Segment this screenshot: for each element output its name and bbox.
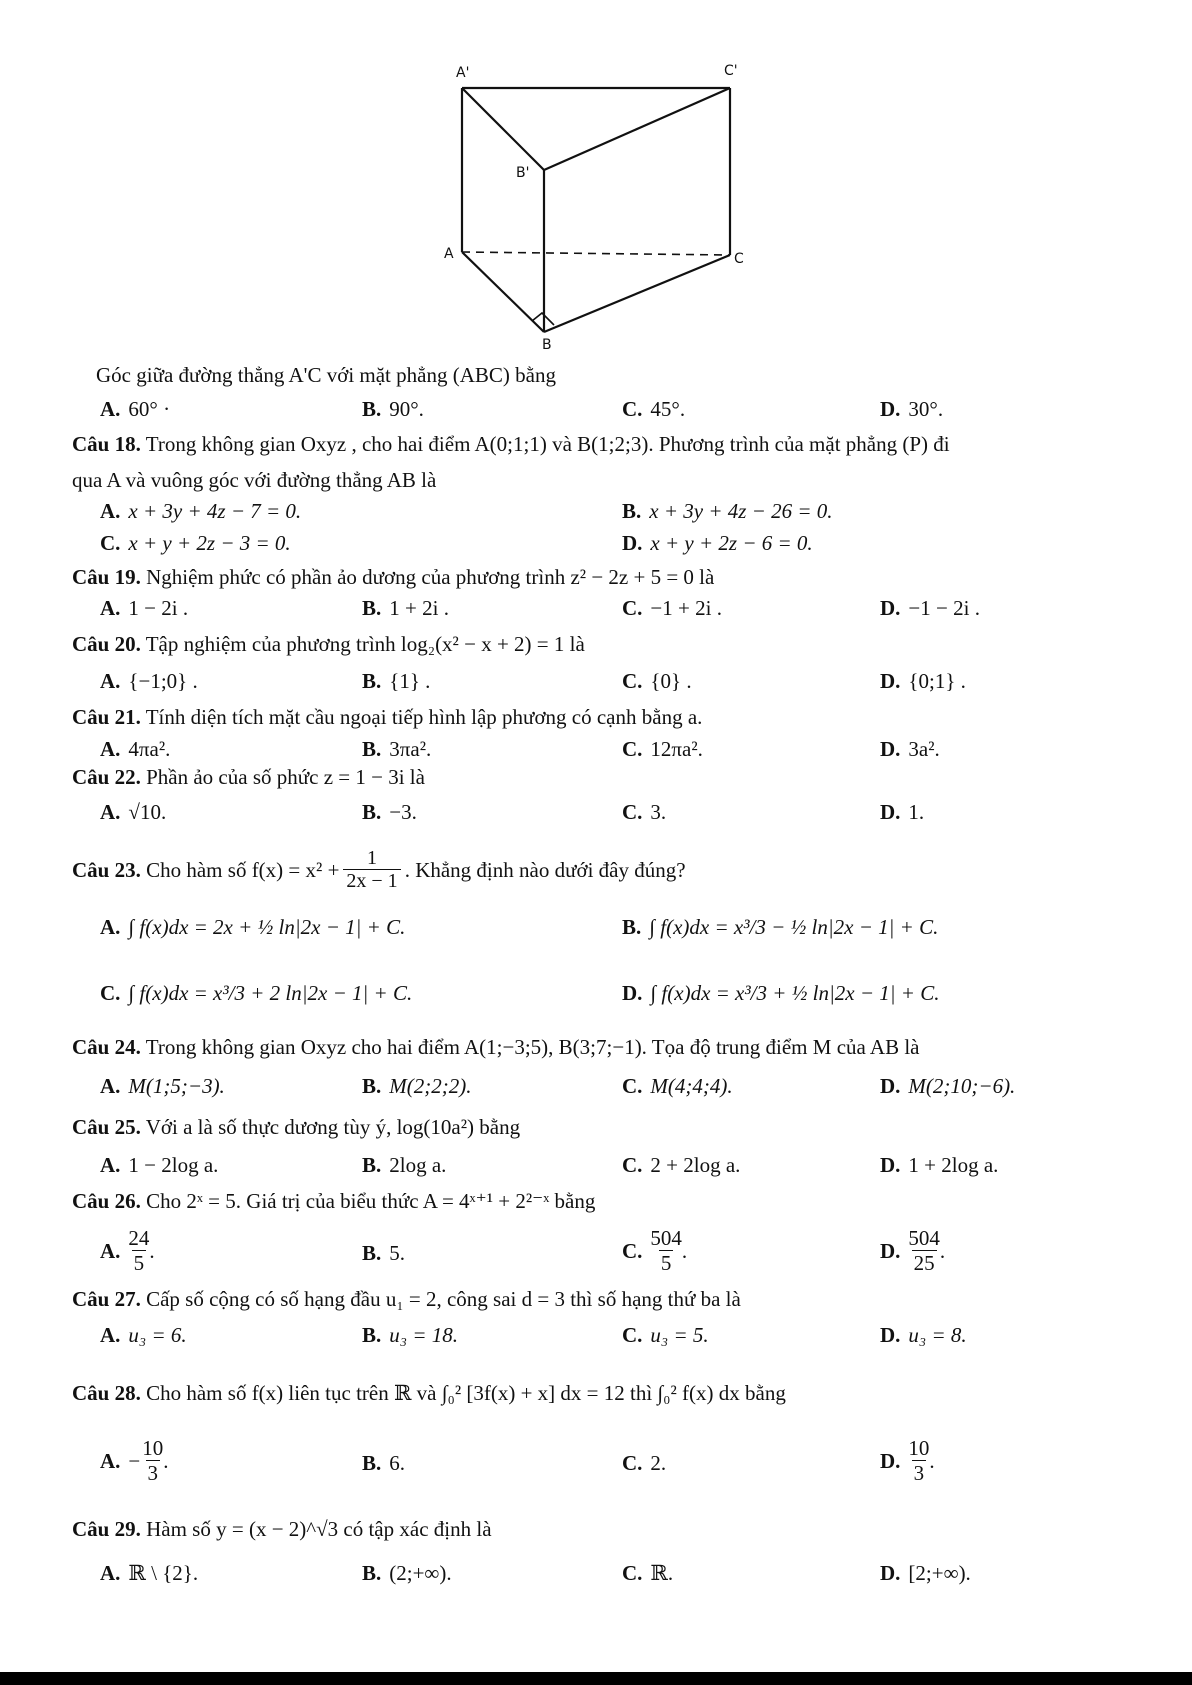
q26-option-c: C. 504 5 . [622, 1226, 688, 1275]
edge-ac-hidden [462, 252, 730, 255]
q21-stem: Câu 21. Tính diện tích mặt cầu ngoại tiếp hình lập phương có cạnh bằng a. [72, 705, 703, 729]
q24-option-a: A. M(1;5;−3). [100, 1074, 225, 1098]
edge-ab [462, 252, 544, 332]
q28-option-b: B. 6. [362, 1451, 406, 1475]
q17-option-b: B. 90°. [362, 397, 424, 421]
label-a: A [444, 246, 454, 262]
q25-option-d: D. 1 + 2log a. [880, 1153, 999, 1177]
q29-option-a: A. ℝ \ {2}. [100, 1561, 199, 1585]
q23-frac-den: 2x − 1 [343, 869, 400, 892]
edge-b1c1 [544, 88, 730, 170]
label-b: B [542, 337, 552, 353]
q22-option-a: A. √10. [100, 800, 167, 824]
q22-option-c: C. 3. [622, 800, 667, 824]
page-bottom-edge [0, 1672, 1192, 1685]
q29-option-c: C. ℝ. [622, 1561, 674, 1585]
q17-option-c: C. 45°. [622, 397, 686, 421]
q19-stem: Câu 19. Nghiệm phức có phần ảo dương của phương trình z² − 2z + 5 = 0 là [72, 565, 715, 589]
q19-option-c: C. −1 + 2i . [622, 596, 722, 620]
q18-option-c: C. x + y + 2z − 3 = 0. [100, 531, 291, 555]
q23-stem: Câu 23. Cho hàm số f(x) = x² + $\frac{1}{2x - 1}$ . Khẳng định nào dưới đây đúng? [72, 847, 686, 892]
q29-option-b: B. (2;+∞). [362, 1561, 452, 1585]
q19-option-a: A. 1 − 2i . [100, 596, 189, 620]
q24-option-c: C. M(4;4;4). [622, 1074, 733, 1098]
q27-option-d: D. u₃ = 8. [880, 1323, 967, 1347]
q17-option-a: A. 60° · [100, 397, 171, 421]
q20-stem: Câu 20. Tập nghiệm của phương trình log₂(x² − x + 2) = 1 là [72, 632, 585, 656]
label-b1: B' [516, 165, 530, 181]
q21-option-a: A. 4πa². [100, 737, 171, 761]
q23-option-d: D. ∫ f(x)dx = x³/3 + ½ ln|2x − 1| + C. [622, 981, 940, 1005]
q27-option-c: C. u₃ = 5. [622, 1323, 709, 1347]
q18-stem-line2: qua A và vuông góc với đường thẳng AB là [72, 468, 437, 492]
q23-option-c: C. ∫ f(x)dx = x³/3 + 2 ln|2x − 1| + C. [100, 981, 413, 1005]
edge-a1b1 [462, 88, 544, 170]
q17-option-d: D. 30°. [880, 397, 944, 421]
q27-option-b: B. u₃ = 18. [362, 1323, 458, 1347]
q22-option-d: D. 1. [880, 800, 925, 824]
q21-option-d: D. 3a². [880, 737, 940, 761]
q24-option-d: D. M(2;10;−6). [880, 1074, 1016, 1098]
q24-option-b: B. M(2;2;2). [362, 1074, 472, 1098]
edge-bc [544, 255, 730, 332]
label-c: C [734, 251, 744, 267]
q25-option-a: A. 1 − 2log a. [100, 1153, 219, 1177]
q26-option-a: A. 24 5 . [100, 1226, 155, 1275]
q18-option-d: D. x + y + 2z − 6 = 0. [622, 531, 813, 555]
q21-option-c: C. 12πa². [622, 737, 703, 761]
q23-option-b: B. ∫ f(x)dx = x³/3 − ½ ln|2x − 1| + C. [622, 915, 939, 939]
q18-option-b: B. x + 3y + 4z − 26 = 0. [622, 499, 833, 523]
q23-option-a: A. ∫ f(x)dx = 2x + ½ ln|2x − 1| + C. [100, 915, 406, 939]
q28-option-a: A. − $\frac{10}{3}$ . [100, 1436, 169, 1485]
q29-stem: Câu 29. Hàm số y = (x − 2)^√3 có tập xác định là [72, 1517, 492, 1541]
q26-option-b: B. 5. [362, 1241, 406, 1265]
q20-option-b: B. {1} . [362, 669, 431, 693]
q25-option-b: B. 2log a. [362, 1153, 447, 1177]
q21-option-b: B. 3πa². [362, 737, 432, 761]
label-a1: A' [456, 65, 470, 81]
q28-stem: Câu 28. Cho hàm số f(x) liên tục trên ℝ và ∫₀² [3f(x) + x] dx = 12 thì ∫₀² f(x) dx bằng [72, 1381, 786, 1405]
q23-frac-num: 1 [367, 847, 378, 869]
label-c1: C' [724, 63, 738, 79]
prism-figure [420, 55, 744, 355]
q24-stem: Câu 24. Trong không gian Oxyz cho hai điểm A(1;−3;5), B(3;7;−1). Tọa độ trung điểm M của AB là [72, 1035, 920, 1059]
q28-option-c: C. 2. [622, 1451, 667, 1475]
q27-option-a: A. u₃ = 6. [100, 1323, 187, 1347]
q26-option-d: D. 504 25 . [880, 1226, 946, 1275]
q20-option-d: D. {0;1} . [880, 669, 966, 693]
q20-option-c: C. {0} . [622, 669, 692, 693]
q19-option-b: B. 1 + 2i . [362, 596, 449, 620]
q27-stem: Câu 27. Cấp số cộng có số hạng đầu u₁ = 2, công sai d = 3 thì số hạng thứ ba là [72, 1287, 741, 1311]
q18-option-a: A. x + 3y + 4z − 7 = 0. [100, 499, 302, 523]
q26-stem: Câu 26. Cho 2ˣ = 5. Giá trị của biểu thức A = 4ˣ⁺¹ + 2²⁻ˣ bằng [72, 1189, 596, 1213]
q29-option-d: D. [2;+∞). [880, 1561, 971, 1585]
q22-stem: Câu 22. Phần ảo của số phức z = 1 − 3i là [72, 765, 425, 789]
q19-option-d: D. −1 − 2i . [880, 596, 980, 620]
q17-stem: Góc giữa đường thẳng A'C với mặt phẳng (ABC) bằng [96, 363, 556, 387]
q25-stem: Câu 25. Với a là số thực dương tùy ý, log(10a²) bằng [72, 1115, 521, 1139]
q18-stem-line1: Câu 18. Trong không gian Oxyz , cho hai điểm A(0;1;1) và B(1;2;3). Phương trình của mặt phẳng (P) đi [72, 432, 950, 456]
q20-option-a: A. {−1;0} . [100, 669, 198, 693]
q22-option-b: B. −3. [362, 800, 417, 824]
q28-option-d: D. 10 3 . [880, 1436, 935, 1485]
q25-option-c: C. 2 + 2log a. [622, 1153, 741, 1177]
